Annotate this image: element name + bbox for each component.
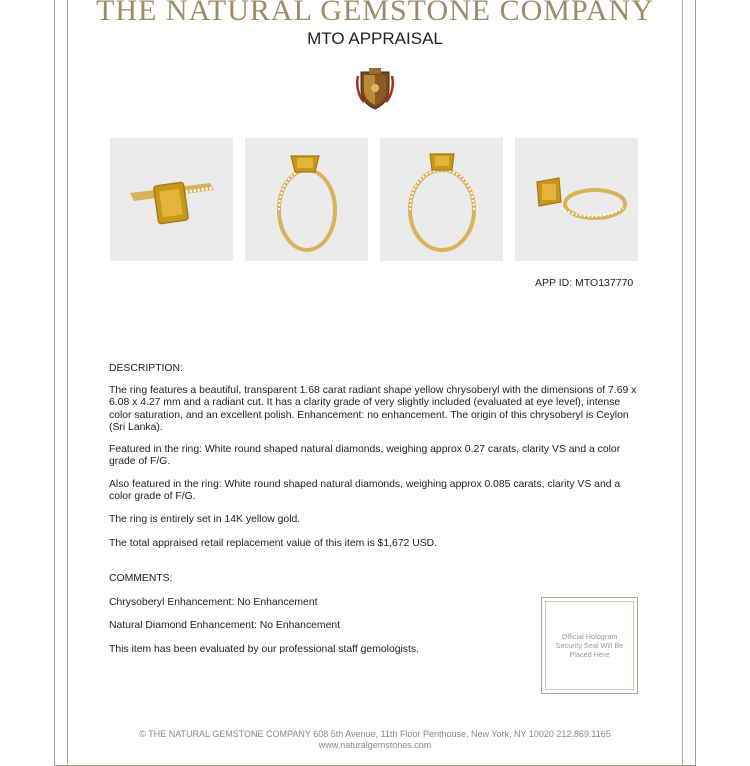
description-paragraph: The ring features a beautiful, transparent 1.68 carat radiant shape yellow chrysoberyl with the dimensions of 7.69 x 6.08 x 4.27 mm and a radiant cut. It has a clarity grade of very slightly included (evaluated at eye level), intense color saturation, and an excellent polish. Enhancement: no enhancement. The origin of this chrysoberyl is Ceylon (Sri Lanka). [109,385,637,433]
ring-photo-front[interactable] [380,138,503,261]
description-paragraph: Featured in the ring: White round shaped natural diamonds, weighing approx 0.27 carats, clarity VS and a color grade of F/G. [109,444,621,468]
comment-line: This item has been evaluated by our professional staff gemologists. [109,644,419,655]
description-paragraph: The total appraised retail replacement value of this item is $1,672 USD. [109,538,438,549]
document-title: MTO APPRAISAL [307,29,443,48]
crest-logo-icon [355,66,395,110]
comment-line: Chrysoberyl Enhancement: No Enhancement [109,597,318,608]
footer-website[interactable]: www.naturalgemstones.com [318,740,432,750]
footer-address: © THE NATURAL GEMSTONE COMPANY 608 5th Avenue, 11th Floor Penthouse, New York, NY 10020 212.869.1165 [139,729,611,739]
description-paragraph: The ring is entirely set in 14K yellow gold. [109,514,301,525]
ring-photo-top[interactable] [110,138,233,261]
comments-heading: COMMENTS: [109,573,173,584]
seal-text: Official Hologram Security Seal Will Be Placed Here [555,632,624,659]
ring-photo-angle[interactable] [515,138,638,261]
app-id: APP ID: MTO137770 [535,277,634,289]
hologram-seal-placeholder [541,597,638,694]
ring-photo-side[interactable] [245,138,368,261]
company-name: THE NATURAL GEMSTONE COMPANY [96,0,654,27]
comment-line: Natural Diamond Enhancement: No Enhancement [109,620,341,631]
description-paragraph: Also featured in the ring: White round shaped natural diamonds, weighing approx 0.085 carats, clarity VS and a color grade of F/G. [109,479,621,503]
description-heading: DESCRIPTION: [109,363,183,374]
seal-inner-border [545,601,634,690]
